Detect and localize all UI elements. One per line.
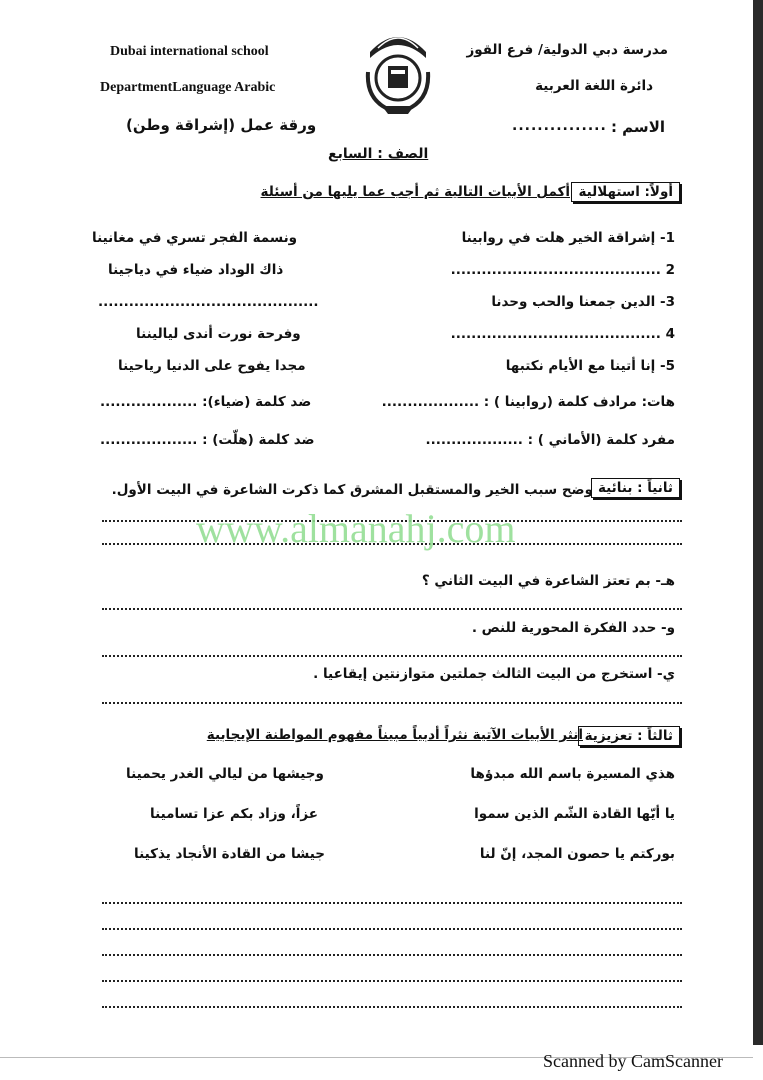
watermark: www.almanahj.com: [196, 506, 516, 551]
answer-line: [102, 928, 682, 930]
answer-line: [102, 1006, 682, 1008]
section2-question3: و- حدد الفكرة المحورية للنص .: [471, 620, 675, 636]
grade-label: الصف : السابع: [328, 146, 429, 162]
verse2-right: 2 .........................................: [450, 262, 675, 278]
school-name-en: Dubai international school: [110, 44, 269, 59]
answer-line: [102, 902, 682, 904]
scan-edge: [753, 0, 763, 1045]
singular-question: مفرد كلمة (الأماني ) : ...................: [425, 432, 675, 448]
verse5-left: مجدا يفوح على الدنيا رياحينا: [118, 358, 306, 374]
section2-question4: ي- استخرج من البيت الثالث جملتين متوازنتين إيقاعيا .: [313, 666, 675, 682]
verse6-right: هذي المسيرة باسم الله مبدؤها: [470, 766, 675, 782]
answer-line: [102, 980, 682, 982]
verse4-left: وفرحة نورت أندى لياليننا: [136, 326, 301, 342]
school-name-ar: مدرسة دبي الدولية/ فرع القوز: [466, 42, 668, 58]
department-en: DepartmentLanguage Arabic: [100, 80, 276, 95]
answer-line: [102, 655, 682, 657]
student-name-blank: ...............: [512, 118, 607, 134]
worksheet-title: ورقة عمل (إشراقة وطن): [126, 116, 317, 134]
section2-label: ثانياً : بنائية: [591, 478, 680, 498]
section1-label: أولاً: استهلالية: [571, 182, 680, 202]
synonym-question: هات: مرادف كلمة (روابينا ) : ...................: [381, 394, 675, 410]
antonym2-question: ضد كلمة (هلّت) : ...................: [100, 432, 315, 448]
verse7-right: يا أيّها القادة الشّم الذين سموا: [474, 806, 675, 822]
section3-instruction: انثر الأبيات الآتية نثراً أدبياً مبيناً مفهوم المواطنة الإيجابية: [206, 727, 583, 743]
school-emblem: [360, 22, 436, 118]
section2-question1: وضح سبب الخير والمستقبل المشرق كما ذكرت الشاعرة في البيت الأول.: [111, 482, 593, 498]
verse8-left: جيشا من القادة الأنجاد يذكينا: [134, 846, 326, 862]
scanner-credit: Scanned by CamScanner: [543, 1051, 723, 1071]
verse8-right: بوركتم يا حصون المجد، إنّ لنا: [479, 846, 675, 862]
verse4-right: 4 .........................................: [450, 326, 675, 342]
answer-line: [102, 702, 682, 704]
section3-label: ثالثاً : تعزيزية: [578, 726, 680, 746]
verse3-left: ...........................................: [98, 294, 319, 310]
student-name-label: الاسم :: [610, 118, 665, 136]
verse1-right: 1- إشراقة الخير هلت في روابينا: [461, 230, 675, 246]
section1-instruction: أكمل الأبيات التالية ثم أجب عما يليها من أسئلة: [260, 184, 570, 200]
verse7-left: عزاً، وزاد بكم عزا تسامينا: [150, 806, 318, 822]
answer-line: [102, 954, 682, 956]
verse2-left: ذاك الوداد ضياء في دياجينا: [108, 262, 284, 278]
section2-question2: هـ- بم تعتز الشاعرة في البيت الثاني ؟: [421, 573, 675, 589]
antonym1-question: ضد كلمة (ضياء): ...................: [100, 394, 312, 410]
verse6-left: وجيشها من ليالي الغدر يحمينا: [126, 766, 324, 782]
verse3-right: 3- الدين جمعنا والحب وحدنا: [491, 294, 675, 310]
department-ar: دائرة اللغة العربية: [535, 78, 653, 94]
answer-line: [102, 608, 682, 610]
verse1-left: ونسمة الفجر تسري في مغانينا: [92, 230, 298, 246]
verse5-right: 5- إنا أتينا مع الأيام نكتبها: [505, 358, 675, 374]
